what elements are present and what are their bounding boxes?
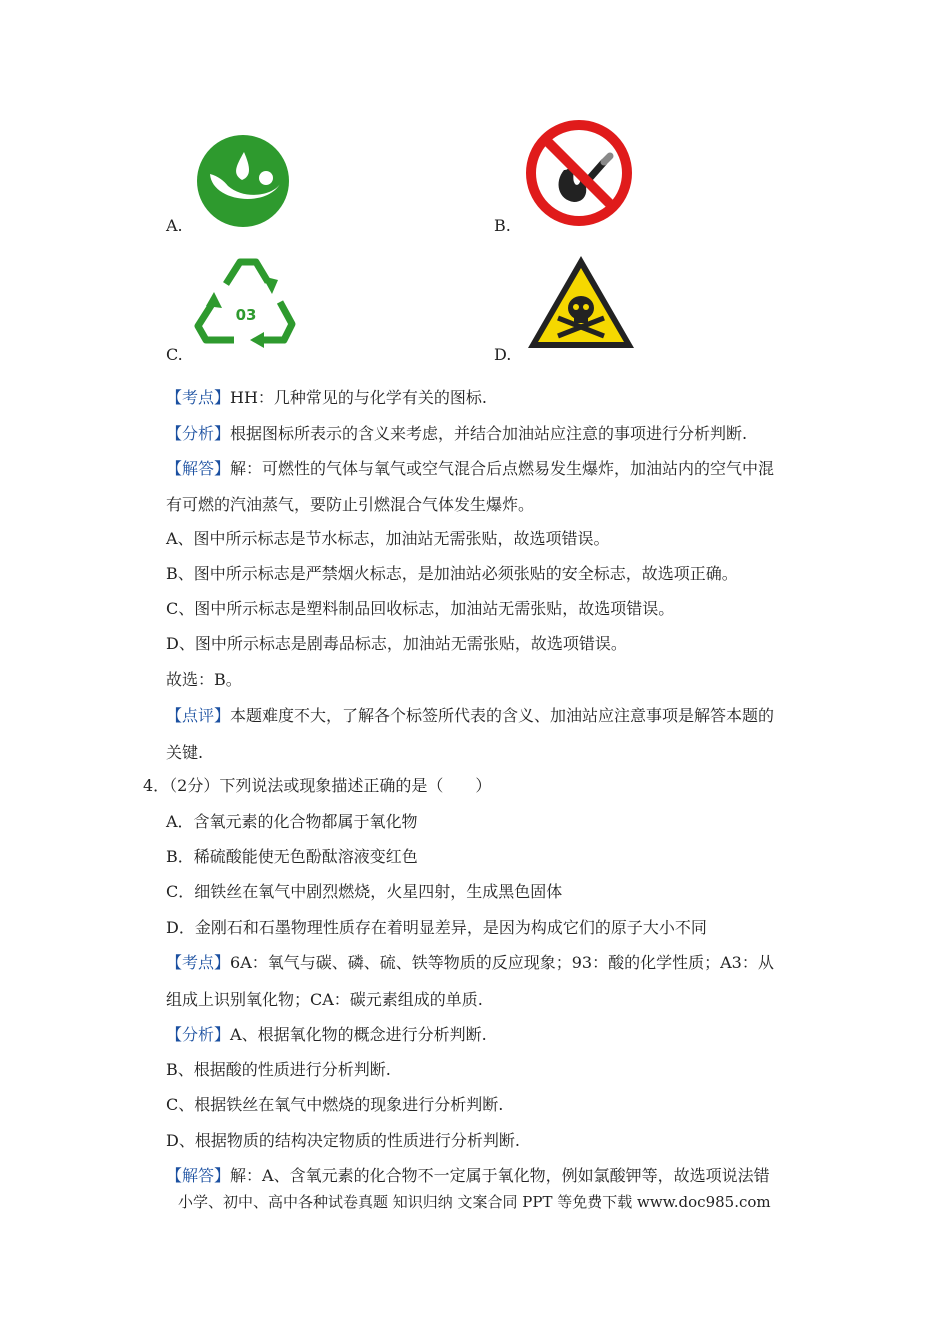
q3-answer-a: A、图中所示标志是节水标志，加油站无需张贴，故选项错误。: [166, 529, 610, 548]
q3-answer-c: C、图中所示标志是塑料制品回收标志，加油站无需张贴，故选项错误。: [166, 599, 675, 618]
q3-answer-b: B、图中所示标志是严禁烟火标志，是加油站必须张贴的安全标志，故选项正确。: [166, 564, 738, 583]
recycle-03-icon: [192, 254, 300, 352]
q4-option-c: C．细铁丝在氧气中剧烈燃烧，火星四射，生成黑色固体: [166, 882, 563, 901]
jieda-tag: 【解答】: [166, 1166, 231, 1185]
recycle-code: 03: [235, 306, 257, 324]
q3-dianping-line2: 关键.: [166, 743, 204, 762]
option-b-label: B.: [494, 216, 511, 235]
kaodian-tag: 【考点】: [166, 388, 231, 407]
q4-fenxi-c: C、根据铁丝在氧气中燃烧的现象进行分析判断.: [166, 1095, 504, 1114]
toxic-skull-icon: [524, 252, 638, 352]
page-footer: 小学、初中、高中各种试卷真题 知识归纳 文案合同 PPT 等免费下载 www.doc985.com: [178, 1193, 771, 1211]
q3-jieda-line2: 有可燃的汽油蒸气，要防止引燃混合气体发生爆炸。: [166, 495, 535, 514]
dianping-tag: 【点评】: [166, 706, 231, 725]
q4-option-d: D．金刚石和石墨物理性质存在着明显差异，是因为构成它们的原子大小不同: [166, 918, 707, 937]
q3-answer-d: D、图中所示标志是剧毒品标志，加油站无需张贴，故选项错误。: [166, 634, 627, 653]
q4-kaodian-line2: 组成上识别氧化物；CA：碳元素组成的单质.: [166, 990, 483, 1009]
q4-kaodian-line1: 【考点】6A：氧气与碳、磷、硫、铁等物质的反应现象；93：酸的化学性质；A3：从: [166, 953, 774, 972]
option-a-label: A.: [166, 216, 183, 235]
no-fire-icon: [524, 118, 634, 228]
q4-fenxi-d: D、根据物质的结构决定物质的性质进行分析判断.: [166, 1131, 520, 1150]
option-c-label: C.: [166, 345, 183, 364]
q3-jieda-line1: 【解答】解：可燃性的气体与氧气或空气混合后点燃易发生爆炸，加油站内的空气中混: [166, 459, 775, 478]
option-d-label: D.: [494, 345, 512, 364]
q4-option-b: B．稀硫酸能使无色酚酞溶液变红色: [166, 847, 418, 866]
q4-jieda-line1: 【解答】解：A、含氧元素的化合物不一定属于氧化物，例如氯酸钾等，故选项说法错: [166, 1166, 770, 1185]
kaodian-tag: 【考点】: [166, 953, 231, 972]
q3-fenxi: 【分析】根据图标所表示的含义来考虑，并结合加油站应注意的事项进行分析判断.: [166, 424, 748, 443]
q3-final-answer: 故选：B。: [166, 670, 242, 689]
q4-fenxi-b: B、根据酸的性质进行分析判断.: [166, 1060, 391, 1079]
fenxi-tag: 【分析】: [166, 424, 231, 443]
water-saving-icon: [196, 134, 290, 228]
q4-fenxi-line1: 【分析】A、根据氧化物的概念进行分析判断.: [166, 1025, 487, 1044]
q3-dianping-line1: 【点评】本题难度不大，了解各个标签所代表的含义、加油站应注意事项是解答本题的: [166, 706, 775, 725]
jieda-tag: 【解答】: [166, 459, 231, 478]
q3-kaodian: 【考点】HH：几种常见的与化学有关的图标.: [166, 388, 488, 407]
q4-option-a: A．含氧元素的化合物都属于氧化物: [166, 812, 418, 831]
q4-stem: 4．（2分）下列说法或现象描述正确的是（ ）: [143, 776, 492, 795]
fenxi-tag: 【分析】: [166, 1025, 231, 1044]
